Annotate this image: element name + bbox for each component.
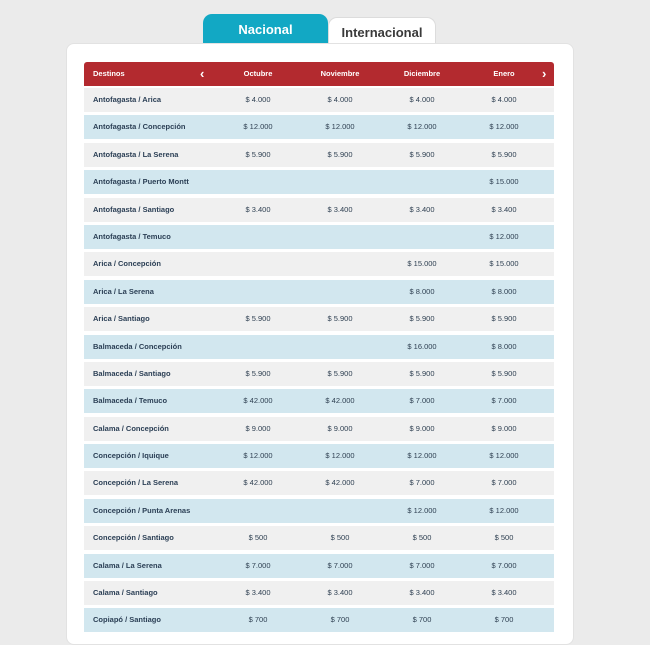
- route-name: Calama / Concepción: [93, 423, 169, 433]
- price-cell: $ 500: [330, 533, 350, 543]
- price-cell: $ 5.900: [327, 314, 353, 324]
- price-cell: $ 3.400: [245, 204, 271, 214]
- route-name: Calama / Santiago: [93, 588, 158, 598]
- table-row: [84, 252, 554, 276]
- price-cell: $ 9.000: [409, 423, 435, 433]
- price-cell: $ 42.000: [325, 396, 355, 406]
- table-row: [84, 471, 554, 495]
- route-name: Concepción / Iquique: [93, 451, 169, 461]
- tab-nacional[interactable]: Nacional: [203, 14, 328, 44]
- price-cell: $ 8.000: [491, 286, 517, 296]
- price-cell: $ 3.400: [245, 588, 271, 598]
- price-cell: $ 8.000: [491, 341, 517, 351]
- price-cell: $ 5.900: [245, 149, 271, 159]
- price-cell: $ 9.000: [245, 423, 271, 433]
- price-cell: $ 7.000: [245, 560, 271, 570]
- price-cell: $ 500: [248, 533, 268, 543]
- price-cell: $ 9.000: [327, 423, 353, 433]
- table-row: [84, 554, 554, 578]
- price-cell: $ 12.000: [407, 122, 437, 132]
- price-cell: $ 16.000: [407, 341, 437, 351]
- price-cell: $ 15.000: [489, 259, 519, 269]
- price-cell: $ 3.400: [327, 588, 353, 598]
- price-cell: $ 4.000: [245, 95, 271, 104]
- price-cell: $ 3.400: [327, 204, 353, 214]
- price-cell: $ 500: [494, 533, 514, 543]
- route-name: Arica / Concepción: [93, 259, 161, 269]
- route-name: Antofagasta / La Serena: [93, 149, 179, 159]
- price-cell: $ 5.900: [491, 314, 517, 324]
- route-name: Calama / La Serena: [93, 560, 162, 570]
- price-cell: $ 12.000: [325, 122, 355, 132]
- price-cell: $ 42.000: [243, 396, 273, 406]
- price-cell: $ 7.000: [409, 478, 435, 488]
- fares-table-body: [84, 88, 554, 636]
- fare-tabs: [203, 14, 443, 44]
- price-cell: $ 5.900: [327, 149, 353, 159]
- table-row: [84, 362, 554, 386]
- price-cell: $ 8.000: [409, 286, 435, 296]
- table-row: [84, 280, 554, 304]
- table-row: [84, 335, 554, 359]
- route-name: Concepción / Santiago: [93, 533, 174, 543]
- header-destinations: Destinos: [93, 69, 125, 78]
- price-cell: $ 3.400: [409, 204, 435, 214]
- price-cell: $ 7.000: [491, 560, 517, 570]
- price-cell: $ 7.000: [491, 478, 517, 488]
- price-cell: $ 12.000: [489, 122, 519, 132]
- table-row: [84, 389, 554, 413]
- route-name: Arica / Santiago: [93, 314, 150, 324]
- route-name: Balmaceda / Temuco: [93, 396, 168, 406]
- header-month-january: Enero: [493, 69, 515, 78]
- price-cell: $ 12.000: [407, 451, 437, 461]
- route-name: Antofagasta / Puerto Montt: [93, 177, 189, 187]
- price-cell: $ 5.900: [245, 314, 271, 324]
- price-cell: $ 7.000: [409, 560, 435, 570]
- header-month-december: Diciembre: [403, 69, 441, 78]
- price-cell: $ 42.000: [325, 478, 355, 488]
- price-cell: $ 12.000: [489, 231, 519, 241]
- table-row: [84, 225, 554, 249]
- price-cell: $ 12.000: [489, 505, 519, 515]
- fares-card: [66, 43, 574, 645]
- table-row: [84, 526, 554, 550]
- price-cell: $ 42.000: [243, 478, 273, 488]
- price-cell: $ 3.400: [491, 588, 517, 598]
- price-cell: $ 15.000: [489, 177, 519, 187]
- price-cell: $ 7.000: [409, 396, 435, 406]
- route-name: Balmaceda / Santiago: [93, 368, 171, 378]
- price-cell: $ 7.000: [491, 396, 517, 406]
- route-name: Concepción / Punta Arenas: [93, 505, 191, 515]
- price-cell: $ 4.000: [327, 95, 353, 104]
- table-row: [84, 581, 554, 605]
- table-row: [84, 198, 554, 222]
- table-row: [84, 143, 554, 167]
- price-cell: $ 5.900: [409, 314, 435, 324]
- table-row: [84, 88, 554, 112]
- table-row: [84, 499, 554, 523]
- table-row: [84, 170, 554, 194]
- table-row: [84, 115, 554, 139]
- price-cell: $ 12.000: [407, 505, 437, 515]
- route-name: Antofagasta / Arica: [93, 95, 162, 104]
- price-cell: $ 700: [412, 615, 432, 625]
- price-cell: $ 7.000: [327, 560, 353, 570]
- route-name: Antofagasta / Temuco: [93, 231, 171, 241]
- price-cell: $ 9.000: [491, 423, 517, 433]
- tab-internacional[interactable]: Internacional: [328, 17, 436, 45]
- price-cell: $ 5.900: [491, 368, 517, 378]
- chevron-left-icon[interactable]: ‹: [200, 66, 205, 81]
- price-cell: $ 3.400: [409, 588, 435, 598]
- price-cell: $ 12.000: [243, 122, 273, 132]
- price-cell: $ 3.400: [491, 204, 517, 214]
- table-row: [84, 307, 554, 331]
- price-cell: $ 5.900: [409, 368, 435, 378]
- route-name: Concepción / La Serena: [93, 478, 179, 488]
- price-cell: $ 5.900: [245, 368, 271, 378]
- route-name: Copiapó / Santiago: [93, 615, 161, 625]
- price-cell: $ 4.000: [409, 95, 435, 104]
- table-row: [84, 608, 554, 632]
- price-cell: $ 700: [494, 615, 514, 625]
- price-cell: $ 5.900: [491, 149, 517, 159]
- price-cell: $ 12.000: [243, 451, 273, 461]
- header-month-october: Octubre: [243, 69, 273, 78]
- header-month-november: Noviembre: [320, 69, 360, 78]
- price-cell: $ 700: [248, 615, 268, 625]
- price-cell: $ 15.000: [407, 259, 437, 269]
- price-cell: $ 5.900: [327, 368, 353, 378]
- price-cell: $ 12.000: [325, 451, 355, 461]
- table-row: [84, 417, 554, 441]
- price-cell: $ 700: [330, 615, 350, 625]
- chevron-right-icon[interactable]: ›: [542, 66, 547, 81]
- route-name: Antofagasta / Concepción: [93, 122, 186, 132]
- price-cell: $ 4.000: [491, 95, 517, 104]
- price-cell: $ 12.000: [489, 451, 519, 461]
- route-name: Balmaceda / Concepción: [93, 341, 182, 351]
- price-cell: $ 5.900: [409, 149, 435, 159]
- table-row: [84, 444, 554, 468]
- price-cell: $ 500: [412, 533, 432, 543]
- route-name: Antofagasta / Santiago: [93, 204, 175, 214]
- route-name: Arica / La Serena: [93, 286, 154, 296]
- table-header: [84, 62, 554, 86]
